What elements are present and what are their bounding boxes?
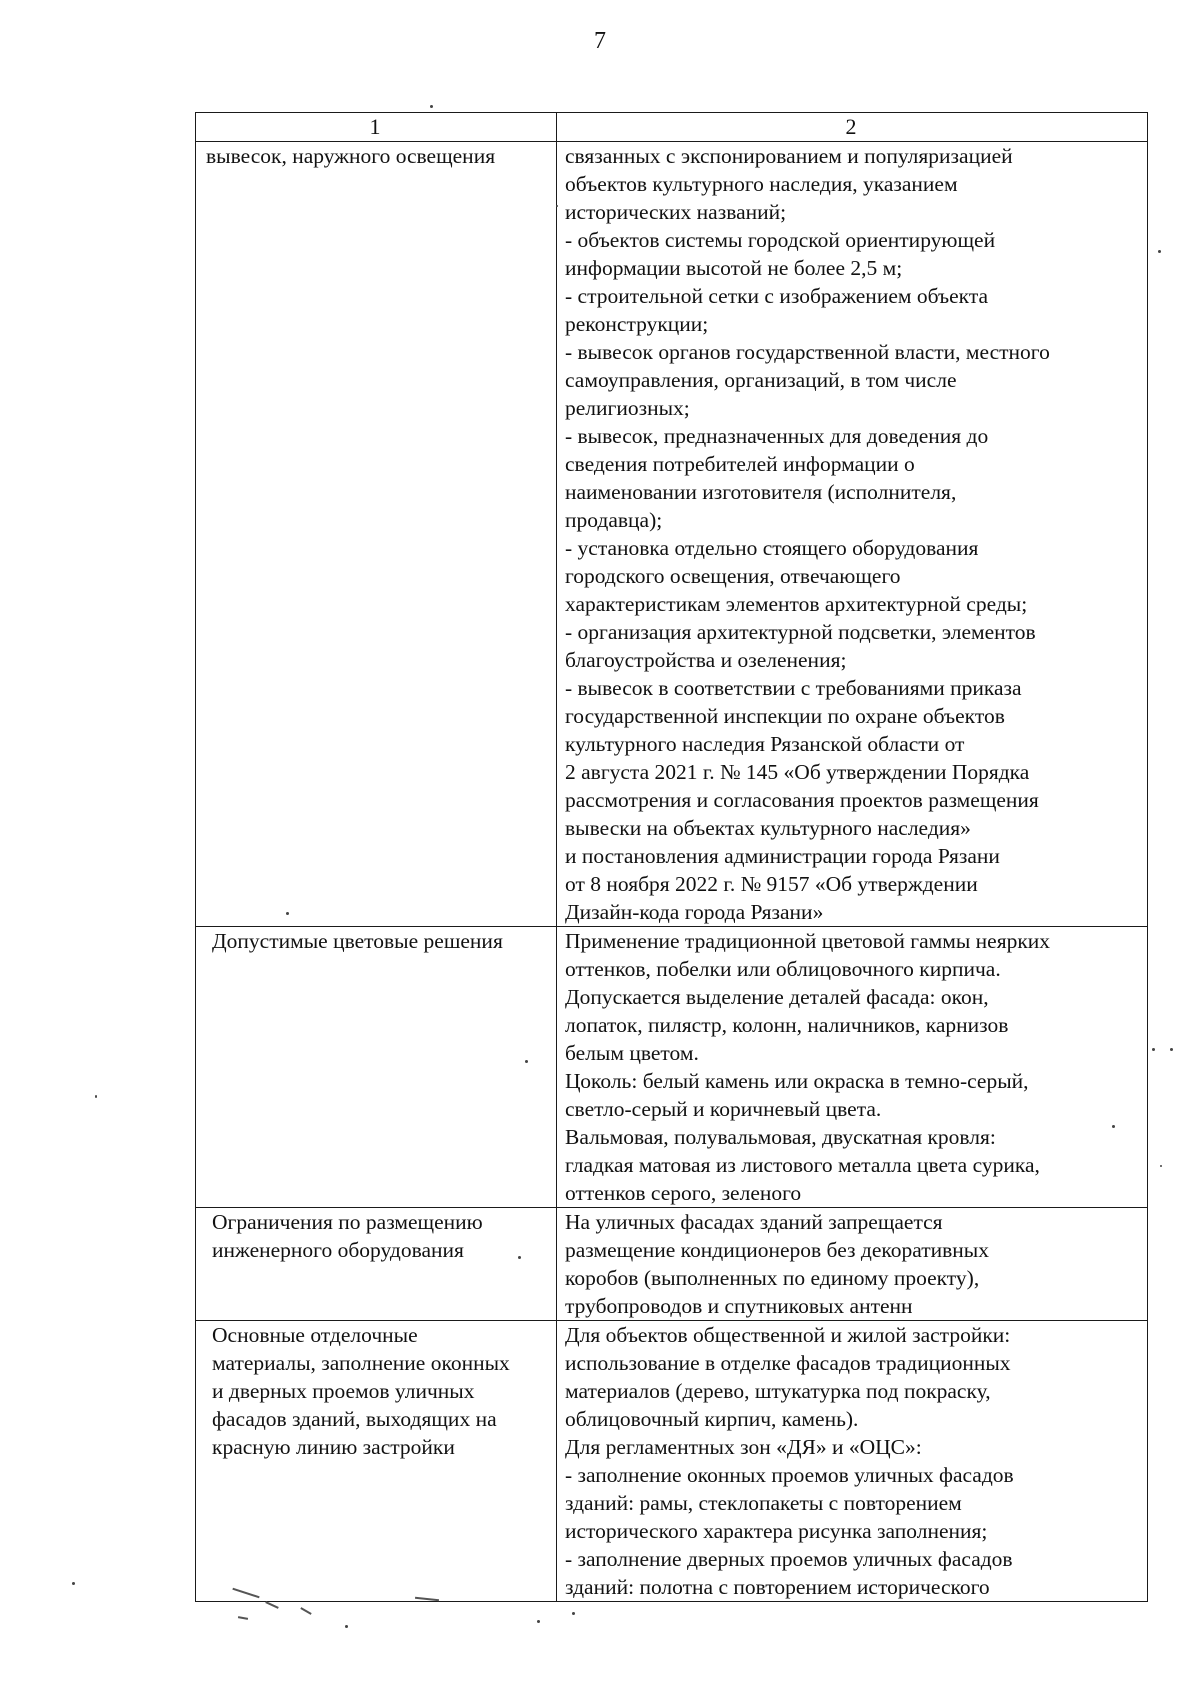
row-label-text: вывесок, наружного освещения [206, 144, 496, 168]
row-content-text: Применение традиционной цветовой гаммы неярких оттенков, побелки или облицовочного кирпича. Допускается выделение деталей фасада: окон, лопаток, пилястр, колонн, наличников, карнизов белым цветом. Цоколь: белый камень или окраска в темно-серый, светло-серый и коричневый цвета. Вальмовая, полувальмовая, двускатная кровля: гладкая матовая из листового металла цвета сурика, оттенков серого, зеленого [565, 929, 1051, 1205]
row-content-engineering-equipment [557, 1208, 1148, 1321]
regulation-table [195, 112, 1148, 1602]
scan-speck [286, 912, 289, 915]
scan-speck [572, 1612, 575, 1615]
scan-speck [1160, 1165, 1162, 1167]
page-number: 7 [594, 28, 606, 54]
scan-speck [72, 1582, 75, 1585]
row-label-color-solutions [196, 927, 557, 1208]
table-row [196, 1321, 1148, 1602]
scan-mark [300, 1607, 311, 1615]
scan-speck [1170, 1048, 1173, 1051]
row-content-text: На уличных фасадах зданий запрещается размещение кондиционеров без декоративных коробов (выполненных по единому проекту), трубопроводов и спутниковых антенн [565, 1210, 989, 1318]
scan-speck [345, 1625, 348, 1628]
scan-speck [518, 1256, 521, 1259]
table-header-row [196, 113, 1148, 142]
table-row [196, 927, 1148, 1208]
row-label-text: Допустимые цветовые решения [212, 929, 503, 953]
scan-speck [1158, 250, 1161, 253]
row-label-signage-lighting [196, 142, 557, 927]
row-label-finishing-materials [196, 1321, 557, 1602]
row-label-engineering-equipment [196, 1208, 557, 1321]
scan-speck [1152, 1048, 1155, 1051]
table-row [196, 1208, 1148, 1321]
row-content-text: связанных с экспонированием и популяризацией объектов культурного наследия, указанием исторических названий; - объектов системы городской ориентирующей информации высотой не более 2,5 м; - строительной сетки с изображением объекта реконструкции; - вывесок органов государственной власти, местного самоуправления, организаций, в том числе религиозных; - вывесок, предназначенных для доведения до сведения потребителей информации о наименовании изготовителя (исполнителя, продавца); - установка отдельно стоящего оборудования городского освещения, отвечающего характеристикам элементов архитектурной среды; - организация архитектурной подсветки, элементов благоустройства и озеленения; - вывесок в соответствии с требованиями приказа государственной инспекции по охране объектов культурного наследия Рязанской области от 2 августа 2021 г. № 145 «Об утверждении Порядка рассмотрения и согласования проектов размещения вывески на объектах культурного наследия» и постановления администрации города Рязани от 8 ноября 2022 г. № 9157 «Об утверждении Дизайн-кода города Рязани» [565, 144, 1050, 924]
scan-speck [430, 105, 433, 108]
scan-speck [537, 1620, 540, 1623]
row-content-finishing-materials [557, 1321, 1148, 1602]
column-header-2: 2 [557, 113, 1148, 142]
row-label-text: Ограничения по размещению инженерного оборудования [212, 1210, 483, 1262]
scan-mark [238, 1616, 248, 1620]
scan-speck [1112, 1125, 1115, 1128]
scan-speck [556, 205, 558, 207]
row-content-color-solutions [557, 927, 1148, 1208]
column-header-1: 1 [196, 113, 557, 142]
scan-mark [265, 1601, 279, 1609]
row-content-text: Для объектов общественной и жилой застройки: использование в отделке фасадов традиционных материалов (дерево, штукатурка под покраску, облицовочный кирпич, камень). Для регламентных зон «ДЯ» и «ОЦС»: - заполнение оконных проемов уличных фасадов зданий: рамы, стеклопакеты с повторением исторического характера рисунка заполнения; - заполнение дверных проемов уличных фасадов зданий: полотна с повторением исторического [565, 1323, 1014, 1599]
row-content-signage-lighting [557, 142, 1148, 927]
scan-speck [95, 1095, 97, 1098]
row-label-text: Основные отделочные материалы, заполнение оконных и дверных проемов уличных фасадов зданий, выходящих на красную линию застройки [212, 1323, 510, 1459]
scan-speck [525, 1060, 528, 1063]
table-row [196, 142, 1148, 927]
